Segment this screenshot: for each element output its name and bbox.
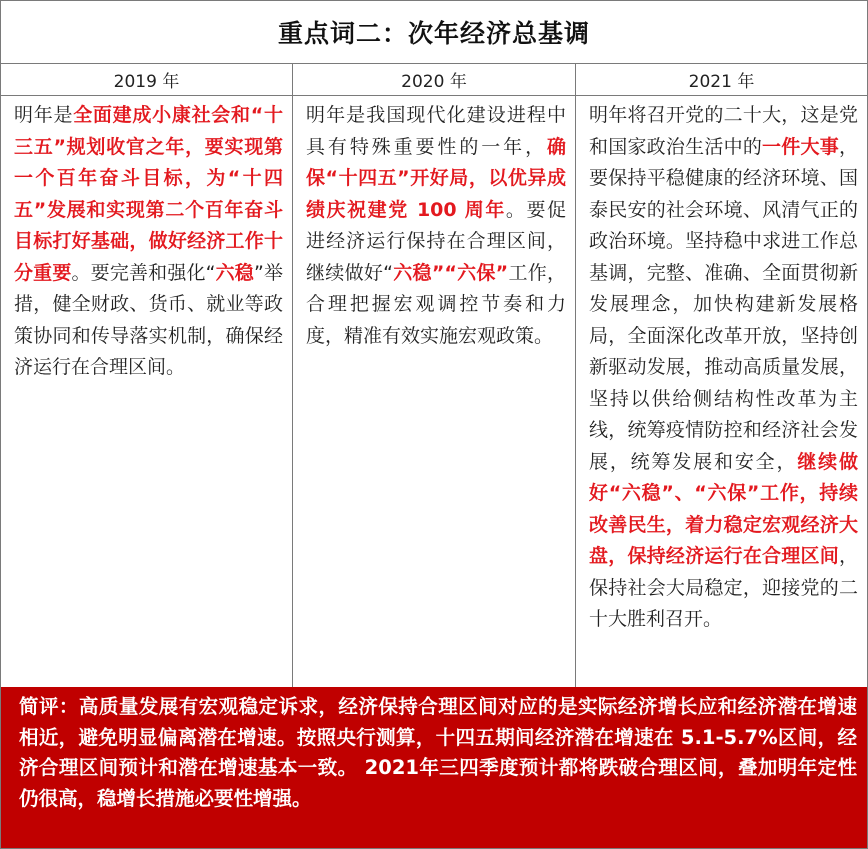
content-row	[1, 96, 867, 687]
cell-2020-text: 工作，合理把握宏观调控节奏和力度，精准有效实施宏观政策。	[306, 261, 567, 347]
cell-2020-text: 明年是我国现代化建设进程中具有特殊重要性的一年，	[306, 104, 566, 158]
cell-2021-text: ，保持社会大局稳定，迎接党的二十大胜利召开。	[589, 545, 858, 630]
table-title: 重点词二：次年经济总基调	[1, 1, 867, 64]
cell-2019-text: ”举措，健全财政、货币、就业等政策协同和传导落实机制，确保经济运行在合理区间。	[14, 261, 283, 378]
cell-2020	[293, 96, 576, 687]
cell-2019-highlight: 六稳	[215, 261, 254, 284]
cell-2021-highlight: 一件大事	[762, 135, 839, 158]
cell-2021-text: ，要保持平稳健康的经济环境、国泰民安的社会环境、风清气正的政治环境。坚持稳中求进工作总基调，完整、准确、全面贯彻新发展理念，加快构建新发展格局，全面深化改革开放，坚持创新驱动发展，推动高质量发展，坚持以供给侧结构性改革为主线，统筹疫情防控和经济社会发展，统筹发展和安全，	[589, 135, 858, 473]
year-header-2020: 2020 年	[293, 64, 576, 95]
cell-2019-text: 。要完善和强化“	[71, 261, 216, 284]
cell-2020-highlight: 六稳”“六保”	[392, 261, 509, 284]
cell-2019-text: 明年是	[14, 104, 74, 126]
year-header-2019: 2019 年	[1, 64, 293, 95]
cell-2021-highlight: 继续做好“六稳”、“六保”工作，持续改善民生，着力稳定宏观经济大盘，保持经济运行在合理区间	[589, 450, 858, 567]
year-header-2021: 2021 年	[688, 72, 755, 92]
cell-2021	[576, 96, 867, 687]
cell-2020-text: 。要促进经济运行保持在合理区间，继续做好“	[306, 198, 566, 284]
cell-2019	[1, 96, 293, 687]
year-header-row	[1, 64, 867, 96]
cell-2019-highlight: 全面建成小康社会和“十三五”规划收官之年，要实现第一个百年奋斗目标，为“十四五”发展和实现第二个百年奋斗目标打好基础，做好经济工作十分重要	[14, 104, 283, 284]
comment-box: 简评：高质量发展有宏观稳定诉求，经济保持合理区间对应的是实际经济增长应和经济潜在增速相近，避免明显偏离潜在增速。按照央行测算，十四五期间经济潜在增速在 5.1-5.7%区间，经济合理区间预计和潜在增速基本一致。 2021年三四季度预计都将跌破合理区间，叠加明年定性仍很高，稳增长措施必要性增强。	[1, 687, 867, 848]
cell-2020-highlight: 确保“十四五”开好局，以优异成绩庆祝建党 100 周年	[306, 135, 566, 221]
cell-2021-text: 明年将召开党的二十大，这是党和国家政治生活中的	[589, 104, 858, 158]
